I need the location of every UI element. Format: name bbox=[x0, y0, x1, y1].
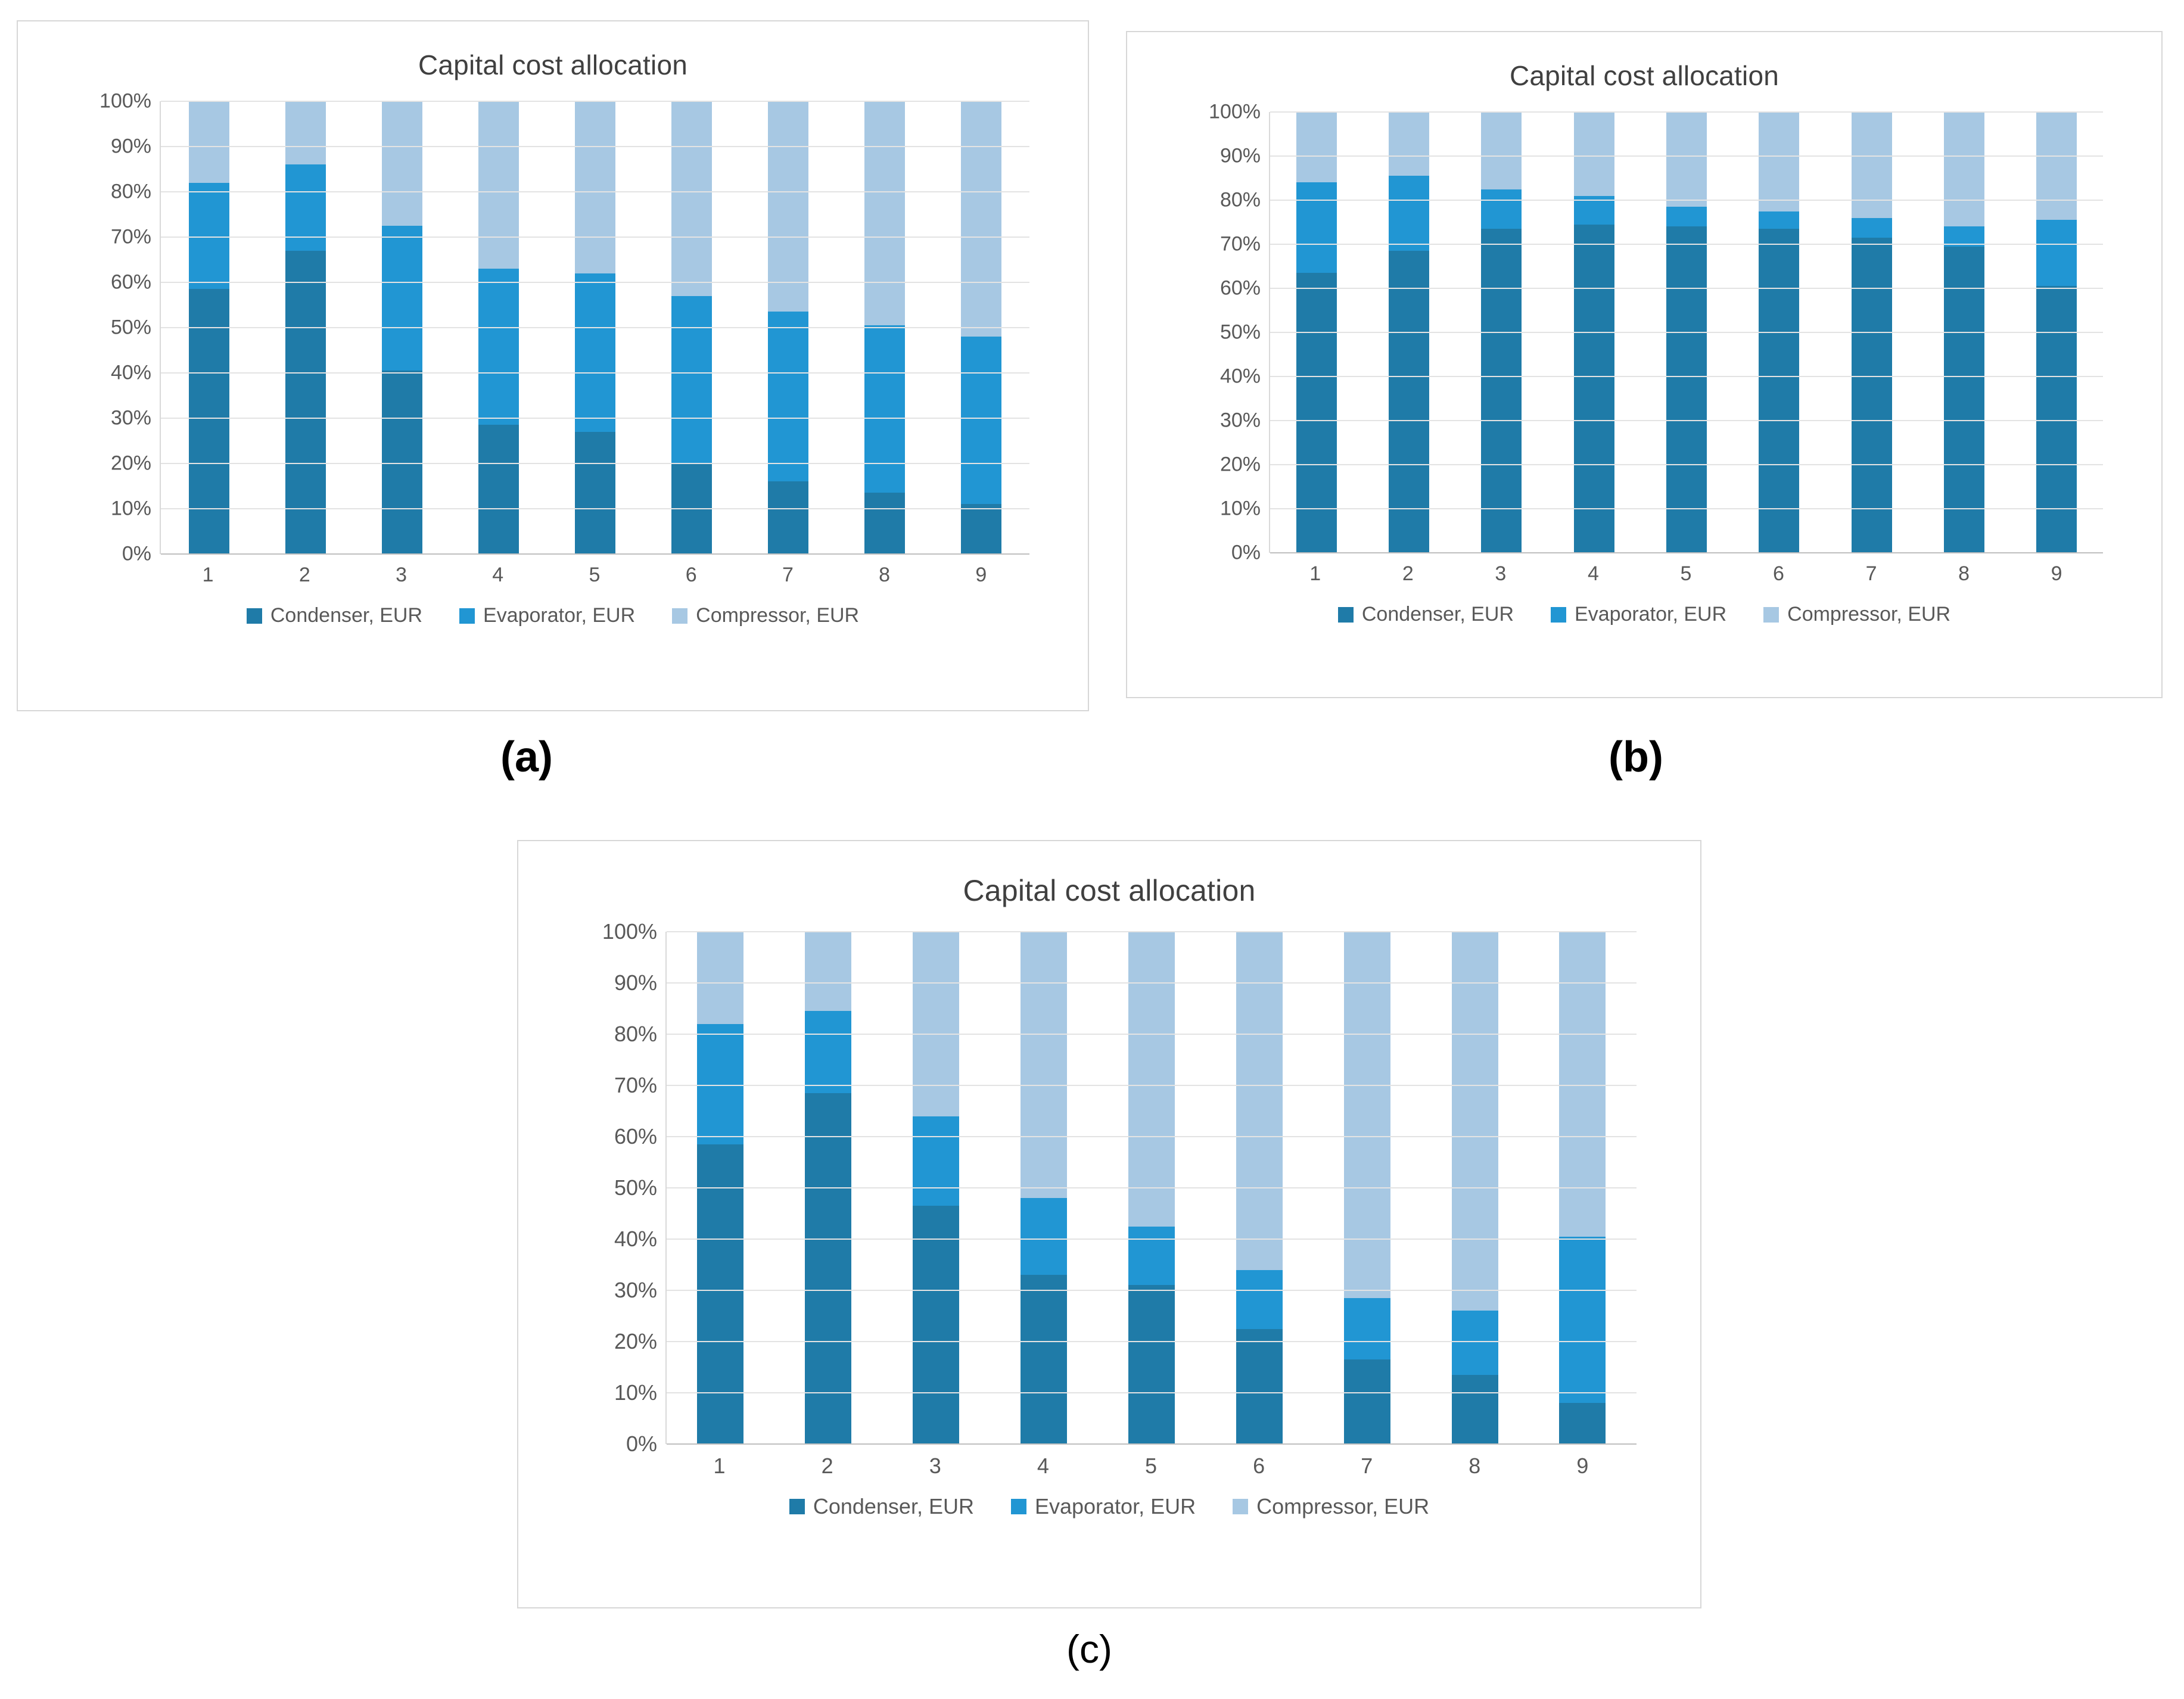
bar-segment bbox=[1021, 1275, 1067, 1444]
bar-segment bbox=[1452, 1311, 1498, 1375]
y-tick-label: 70% bbox=[614, 1073, 657, 1097]
x-tick-label: 8 bbox=[1469, 1454, 1481, 1478]
grid-b bbox=[1269, 112, 2103, 553]
bar-segment bbox=[2036, 112, 2077, 220]
x-tick-label: 1 bbox=[713, 1454, 726, 1478]
y-tick-label: 0% bbox=[626, 1432, 657, 1456]
y-tick-label: 90% bbox=[614, 970, 657, 995]
subfigure-caption-c: (c) bbox=[1066, 1627, 1112, 1671]
bar-segment bbox=[1389, 251, 1429, 553]
bar-segment bbox=[285, 101, 326, 164]
x-tick-label: 7 bbox=[1865, 562, 1877, 585]
y-tick-label: 40% bbox=[110, 361, 151, 384]
gridline bbox=[667, 1085, 1637, 1086]
legend-label: Evaporator, EUR bbox=[1034, 1494, 1196, 1518]
y-tick-label: 100% bbox=[602, 919, 657, 944]
gridline bbox=[667, 1443, 1637, 1445]
legend-label: Evaporator, EUR bbox=[1575, 603, 1727, 626]
x-tick-label: 7 bbox=[1361, 1454, 1373, 1478]
legend-label: Evaporator, EUR bbox=[483, 604, 636, 627]
bar-segment bbox=[1128, 1227, 1175, 1286]
bar-segment bbox=[1344, 1359, 1390, 1444]
gridline bbox=[1270, 552, 2103, 553]
y-tick-label: 30% bbox=[110, 406, 151, 430]
x-tick-label: 9 bbox=[2051, 562, 2062, 585]
y-tick-label: 40% bbox=[614, 1227, 657, 1251]
bar-segment bbox=[805, 1093, 851, 1444]
gridline bbox=[1270, 244, 2103, 245]
y-tick-label: 20% bbox=[614, 1329, 657, 1353]
x-tick-label: 8 bbox=[1958, 562, 1970, 585]
y-tick-label: 100% bbox=[99, 89, 151, 113]
plot-area-b bbox=[1180, 100, 2109, 585]
legend-item bbox=[1551, 603, 1726, 626]
gridline bbox=[161, 372, 1029, 374]
gridline bbox=[667, 1187, 1637, 1188]
bar-segment bbox=[382, 226, 422, 371]
y-tick-label: 50% bbox=[1219, 320, 1261, 344]
gridline bbox=[667, 1290, 1637, 1291]
bar-segment bbox=[671, 101, 712, 296]
gridline bbox=[667, 1136, 1637, 1137]
bar-segment bbox=[285, 164, 326, 250]
legend-item bbox=[1338, 603, 1514, 626]
bar-segment bbox=[1128, 932, 1175, 1227]
bar-segment bbox=[575, 432, 615, 554]
bar-segment bbox=[1452, 932, 1498, 1311]
gridline bbox=[1270, 200, 2103, 201]
bar-segment bbox=[961, 504, 1001, 554]
bar-segment bbox=[697, 932, 743, 1024]
bar-segment bbox=[1574, 112, 1614, 196]
bar-segment bbox=[1481, 112, 1522, 189]
legend-swatch-icon bbox=[1338, 607, 1354, 623]
gridline bbox=[667, 1239, 1637, 1240]
x-tick-label: 4 bbox=[1587, 562, 1599, 585]
gridline bbox=[1270, 288, 2103, 289]
y-tick-label: 70% bbox=[110, 225, 151, 248]
x-tick-label: 2 bbox=[821, 1454, 833, 1478]
y-tick-label: 10% bbox=[614, 1380, 657, 1405]
gridline bbox=[1270, 111, 2103, 113]
y-tick-label: 30% bbox=[614, 1278, 657, 1302]
chart-panel-b bbox=[1126, 31, 2163, 698]
bar-segment bbox=[913, 1206, 959, 1444]
bar-segment bbox=[1296, 182, 1337, 273]
bar-segment bbox=[1296, 112, 1337, 182]
bar-segment bbox=[1021, 932, 1067, 1198]
legend-item bbox=[672, 604, 859, 627]
x-axis-c bbox=[665, 1454, 1637, 1479]
bar-segment bbox=[1852, 218, 1892, 238]
bar-segment bbox=[671, 296, 712, 463]
bar-segment bbox=[1236, 1329, 1283, 1445]
gridline bbox=[1270, 332, 2103, 333]
gridline bbox=[161, 508, 1029, 509]
legend-c bbox=[518, 1494, 1700, 1519]
legend-swatch-icon bbox=[789, 1499, 805, 1514]
bar-segment bbox=[697, 1144, 743, 1444]
bar-segment bbox=[1389, 112, 1429, 176]
bar-segment bbox=[864, 325, 905, 493]
gridline bbox=[667, 1392, 1637, 1393]
x-tick-label: 2 bbox=[298, 564, 310, 586]
legend-item bbox=[1011, 1494, 1196, 1519]
bar-segment bbox=[1344, 932, 1390, 1298]
bar-segment bbox=[768, 481, 808, 554]
x-tick-label: 2 bbox=[1402, 562, 1414, 585]
gridline bbox=[161, 237, 1029, 238]
bar-segment bbox=[1344, 1298, 1390, 1359]
bar-segment bbox=[1666, 226, 1707, 553]
x-tick-label: 9 bbox=[1576, 1454, 1589, 1478]
bar-segment bbox=[1452, 1375, 1498, 1444]
bar-segment bbox=[1666, 112, 1707, 207]
gridline bbox=[1270, 376, 2103, 377]
y-tick-label: 20% bbox=[1219, 453, 1261, 476]
y-tick-label: 80% bbox=[110, 180, 151, 203]
bar-segment bbox=[1481, 229, 1522, 553]
x-tick-label: 3 bbox=[1495, 562, 1507, 585]
x-tick-label: 5 bbox=[589, 564, 601, 586]
y-tick-label: 30% bbox=[1219, 409, 1261, 432]
bar-segment bbox=[1128, 1285, 1175, 1444]
legend-label: Compressor, EUR bbox=[696, 604, 860, 627]
x-tick-label: 4 bbox=[492, 564, 504, 586]
legend-item bbox=[247, 604, 422, 627]
y-tick-label: 0% bbox=[122, 542, 151, 565]
y-axis-c bbox=[576, 919, 665, 1456]
bar-segment bbox=[382, 101, 422, 226]
x-tick-label: 5 bbox=[1680, 562, 1692, 585]
y-tick-label: 10% bbox=[1219, 497, 1261, 520]
gridline bbox=[1270, 420, 2103, 421]
gridline bbox=[161, 327, 1029, 328]
legend-item bbox=[1763, 603, 1950, 626]
x-tick-label: 9 bbox=[975, 564, 987, 586]
legend-label: Compressor, EUR bbox=[1256, 1494, 1430, 1518]
bar-segment bbox=[913, 1116, 959, 1206]
bar-segment bbox=[1559, 1237, 1606, 1404]
gridline bbox=[161, 146, 1029, 147]
grid-c bbox=[665, 932, 1637, 1444]
legend-swatch-icon bbox=[1011, 1499, 1026, 1514]
y-tick-label: 0% bbox=[1231, 541, 1261, 564]
chart-title-a: Capital cost allocation bbox=[418, 49, 688, 80]
bar-segment bbox=[1759, 211, 1799, 229]
gridline bbox=[1270, 508, 2103, 509]
gridline bbox=[1270, 155, 2103, 157]
gridline bbox=[161, 463, 1029, 464]
subfigure-caption-b: (b) bbox=[1609, 733, 1663, 781]
legend-swatch-icon bbox=[1233, 1499, 1248, 1514]
legend-item bbox=[459, 604, 635, 627]
legend-swatch-icon bbox=[459, 608, 475, 624]
gridline bbox=[161, 282, 1029, 283]
legend-label: Condenser, EUR bbox=[813, 1494, 974, 1518]
y-tick-label: 90% bbox=[110, 135, 151, 158]
y-tick-label: 80% bbox=[1219, 188, 1261, 211]
legend-swatch-icon bbox=[1551, 607, 1566, 623]
x-tick-label: 6 bbox=[685, 564, 697, 586]
legend-swatch-icon bbox=[247, 608, 262, 624]
bar-segment bbox=[961, 337, 1001, 504]
gridline bbox=[161, 191, 1029, 192]
bar-segment bbox=[1852, 112, 1892, 218]
legend-item bbox=[1233, 1494, 1429, 1519]
legend-swatch-icon bbox=[1763, 607, 1779, 623]
y-tick-label: 10% bbox=[110, 497, 151, 520]
y-axis-a bbox=[70, 89, 160, 565]
chart-title-c: Capital cost allocation bbox=[963, 874, 1256, 907]
gridline bbox=[667, 931, 1637, 932]
bar-segment bbox=[478, 269, 519, 425]
bar-segment bbox=[1021, 1198, 1067, 1275]
grid-a bbox=[160, 101, 1029, 554]
gridline bbox=[161, 101, 1029, 102]
legend-a bbox=[18, 604, 1088, 627]
x-tick-label: 7 bbox=[782, 564, 794, 586]
legend-label: Condenser, EUR bbox=[1361, 603, 1514, 626]
bar-segment bbox=[2036, 220, 2077, 286]
x-tick-label: 5 bbox=[1144, 1454, 1157, 1478]
gridline bbox=[667, 982, 1637, 984]
y-tick-label: 90% bbox=[1219, 144, 1261, 167]
bar-segment bbox=[864, 493, 905, 554]
x-axis-b bbox=[1269, 562, 2103, 586]
bar-segment bbox=[1481, 189, 1522, 229]
bar-segment bbox=[1559, 1403, 1606, 1444]
plot-area-c bbox=[576, 919, 1642, 1478]
chart-panel-a bbox=[17, 20, 1089, 711]
x-tick-label: 4 bbox=[1037, 1454, 1049, 1478]
x-tick-label: 6 bbox=[1253, 1454, 1265, 1478]
bar-segment bbox=[913, 932, 959, 1116]
bar-segment bbox=[575, 101, 615, 273]
gridline bbox=[667, 1034, 1637, 1035]
y-tick-label: 70% bbox=[1219, 232, 1261, 256]
chart-title-b: Capital cost allocation bbox=[1509, 60, 1779, 91]
bar-segment bbox=[1852, 238, 1892, 553]
x-tick-label: 3 bbox=[396, 564, 407, 586]
bar-segment bbox=[575, 273, 615, 432]
gridline bbox=[161, 418, 1029, 419]
x-axis-a bbox=[160, 564, 1029, 587]
bar-segment bbox=[1666, 207, 1707, 226]
bar-segment bbox=[1944, 247, 1984, 553]
bar-segment bbox=[189, 101, 229, 183]
y-tick-label: 40% bbox=[1219, 365, 1261, 388]
x-tick-label: 1 bbox=[202, 564, 214, 586]
bar-segment bbox=[864, 101, 905, 325]
bar-segment bbox=[805, 932, 851, 1011]
y-tick-label: 60% bbox=[1219, 276, 1261, 300]
bar-segment bbox=[478, 425, 519, 554]
bar-segment bbox=[961, 101, 1001, 337]
legend-label: Compressor, EUR bbox=[1787, 603, 1951, 626]
bar-segment bbox=[768, 312, 808, 481]
x-tick-label: 1 bbox=[1309, 562, 1321, 585]
x-tick-label: 8 bbox=[879, 564, 891, 586]
legend-label: Condenser, EUR bbox=[270, 604, 423, 627]
legend-b bbox=[1127, 603, 2161, 626]
y-tick-label: 100% bbox=[1209, 100, 1261, 123]
bar-segment bbox=[1574, 225, 1614, 553]
subfigure-caption-a: (a) bbox=[500, 733, 553, 781]
bar-segment bbox=[1559, 932, 1606, 1237]
gridline bbox=[667, 1341, 1637, 1342]
y-tick-label: 60% bbox=[614, 1124, 657, 1149]
bar-segment bbox=[1759, 112, 1799, 211]
bar-segment bbox=[189, 289, 229, 554]
y-tick-label: 80% bbox=[614, 1022, 657, 1046]
chart-panel-c bbox=[517, 840, 1701, 1608]
bar-segment bbox=[478, 101, 519, 269]
gridline bbox=[161, 553, 1029, 555]
y-tick-label: 50% bbox=[614, 1175, 657, 1200]
x-tick-label: 3 bbox=[929, 1454, 941, 1478]
bar-segment bbox=[805, 1011, 851, 1093]
bar-segment bbox=[1296, 273, 1337, 553]
y-tick-label: 60% bbox=[110, 270, 151, 294]
y-tick-label: 20% bbox=[110, 452, 151, 475]
bar-segment bbox=[1759, 229, 1799, 553]
y-tick-label: 50% bbox=[110, 316, 151, 339]
bar-segment bbox=[1236, 1270, 1283, 1329]
bar-segment bbox=[697, 1024, 743, 1144]
x-tick-label: 6 bbox=[1773, 562, 1784, 585]
bar-segment bbox=[768, 101, 808, 312]
gridline bbox=[1270, 464, 2103, 465]
plot-area-a bbox=[70, 89, 1035, 586]
legend-item bbox=[789, 1494, 974, 1519]
bar-segment bbox=[1389, 176, 1429, 251]
legend-swatch-icon bbox=[672, 608, 687, 624]
bar-segment bbox=[1944, 112, 1984, 226]
y-axis-b bbox=[1180, 100, 1269, 564]
